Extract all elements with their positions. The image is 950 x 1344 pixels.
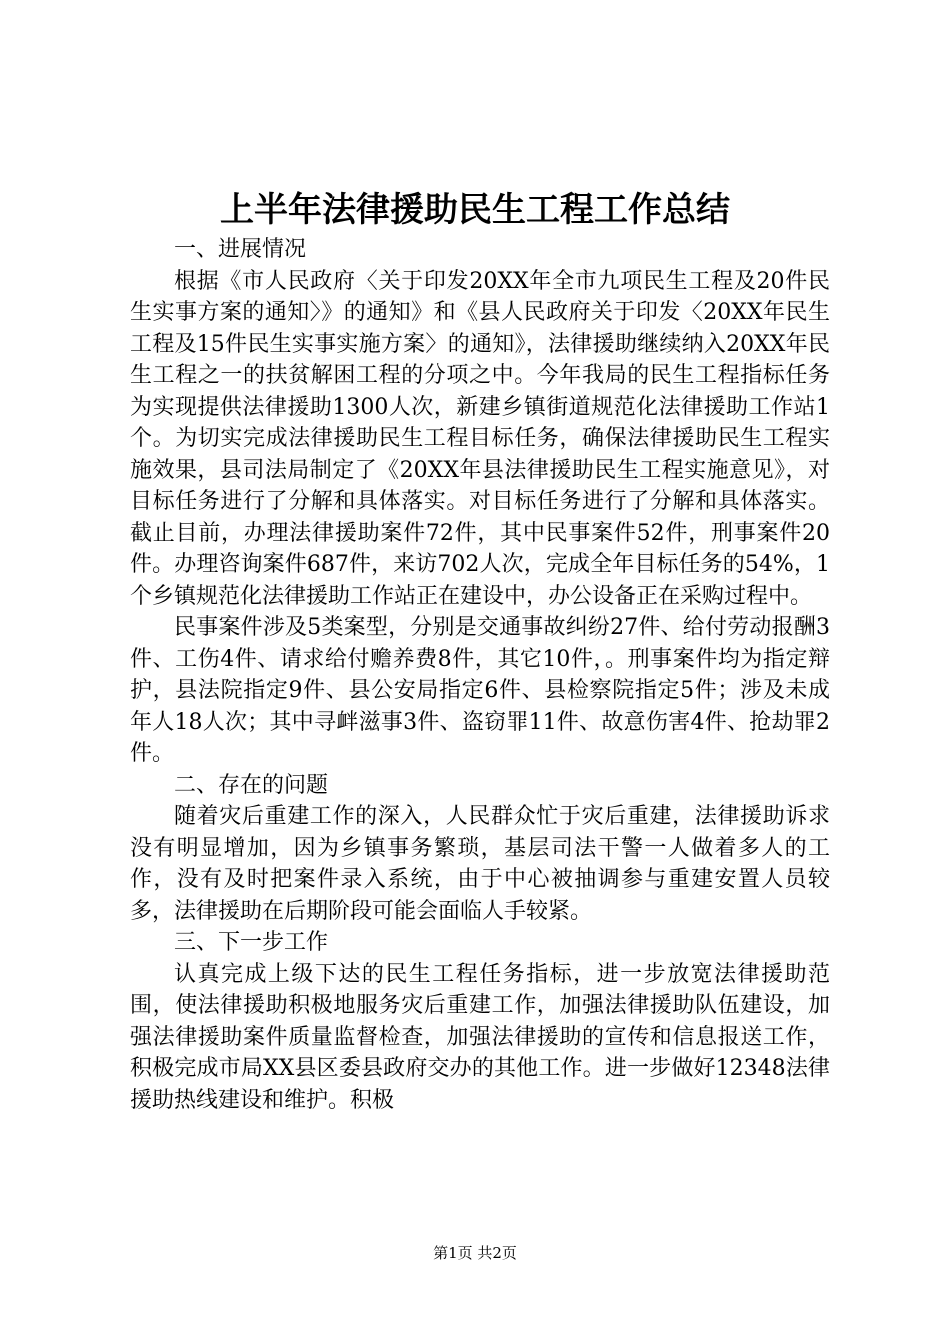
document-body [130,234,830,1116]
paragraph-problems: 随着灾后重建工作的深入，人民群众忙于灾后重建，法律援助诉求没有明显增加，因为乡镇事务繁琐，基层司法干警一人做着多人的工作，没有及时把案件录入系统，由于中心被抽调参与重建安置人员较多，法律援助在后期阶段可能会面临人手较紧。 [130,804,830,924]
section-heading-progress: 一、进展情况 [174,237,307,262]
page-footer: 第1页 共2页 [433,1244,517,1262]
paragraph-next-steps: 认真完成上级下达的民生工程任务指标，进一步放宽法律援助范围，使法律援助积极地服务灾后重建工作，加强法律援助队伍建设，加强法律援助案件质量监督检查，加强法律援助的宣传和信息报送工作，积极完成市局XX县区委县政府交办的其他工作。进一步做好12348法律援助热线建设和维护。积极 [130,961,830,1113]
section-heading-next-steps: 三、下一步工作 [174,930,329,955]
paragraph-progress-overview: 根据《市人民政府〈关于印发20XX年全市九项民生工程及20件民生实事方案的通知〉》的通知》和《县人民政府关于印发〈20XX年民生工程及15件民生实事实施方案〉的通知》，法律援助继续纳入20XX年民生工程之一的扶贫解困工程的分项之中。今年我局的民生工程指标任务为实现提供法律援助1300人次，新建乡镇街道规范化法律援助工作站1个。为切实完成法律援助民生工程目标任务，确保法律援助民生工程实施效果，县司法局制定了《20XX年县法律援助民生工程实施意见》，对目标任务进行了分解和具体落实。对目标任务进行了分解和具体落实。截止目前，办理法律援助案件72件，其中民事案件52件，刑事案件20件。办理咨询案件687件，来访702人次，完成全年目标任务的54%，1个乡镇规范化法律援助工作站正在建设中，办公设备正在采购过程中。 [130,268,830,609]
paragraph-case-breakdown: 民事案件涉及5类案型，分别是交通事故纠纷27件、给付劳动报酬3件、工伤4件、请求给付赡养费8件，其它10件，。刑事案件均为指定辩护，县法院指定9件、县公安局指定6件、县检察院指定5件；涉及未成年人18人次；其中寻衅滋事3件、盗窃罪11件、故意伤害4件、抢劫罪2件。 [130,615,830,766]
document-title: 上半年法律援助民生工程工作总结 [220,190,730,230]
section-heading-problems: 二、存在的问题 [174,772,329,798]
